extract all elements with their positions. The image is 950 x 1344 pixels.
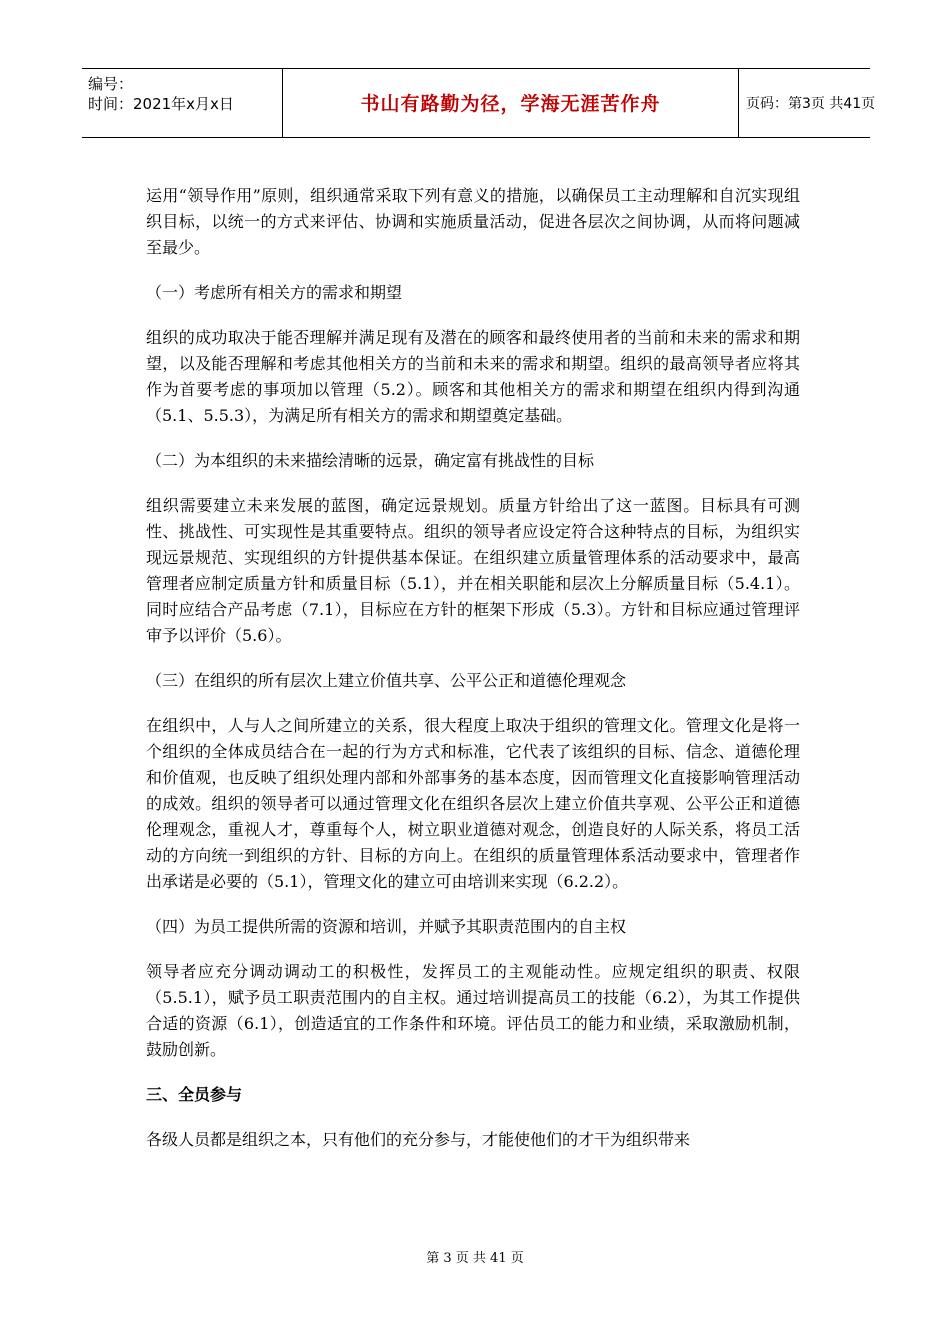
document-body (146, 183, 800, 1153)
subheading: （四）为员工提供所需的资源和培训，并赋予其职责范围内的自主权 (146, 917, 627, 936)
paragraph: 各级人员都是组织之本，只有他们的充分参与，才能使他们的才干为组织带来 (146, 1130, 691, 1149)
paragraph: 运用“领导作用”原则，组织通常采取下列有意义的措施，以确保员工主动理解和自沉实现组织目标，以统一的方式来评估、协调和实施质量活动，促进各层次之间协调，从而将问题减至最少。 (146, 186, 800, 257)
section-heading: 三、全员参与 (146, 1085, 243, 1104)
paragraph: 领导者应充分调动调动工的积极性，发挥员工的主观能动性。应规定组织的职责、权限（5.5.1），赋予员工职责范围内的自主权。通过培训提高员工的技能（6.2），为其工作提供合适的资源（6.1），创造适宜的工作条件和环境。评估员工的能力和业绩，采取激励机制，鼓励创新。 (146, 962, 800, 1059)
paragraph: 组织需要建立未来发展的蓝图，确定远景规划。质量方针给出了这一蓝图。目标具有可测性、挑战性、可实现性是其重要特点。组织的领导者应设定符合这种特点的目标，为组织实现远景规范、实现组织的方针提供基本保证。在组织建立质量管理体系的活动要求中，最高管理者应制定质量方针和质量目标（5.1），并在相关职能和层次上分解质量目标（5.4.1）。同时应结合产品考虑（7.1），目标应在方针的框架下形成（5.3）。方针和目标应通过管理评审予以评价（5.6）。 (146, 496, 800, 645)
header-motto-cell (282, 69, 739, 137)
page-number-label: 页码：第3页 共41页 (746, 96, 876, 112)
page-header (82, 68, 876, 138)
header-page-cell (738, 69, 876, 137)
header-meta-cell (82, 69, 282, 137)
subheading: （二）为本组织的未来描绘清晰的远景，确定富有挑战性的目标 (146, 451, 595, 470)
paragraph: 组织的成功取决于能否理解并满足现有及潜在的顾客和最终使用者的当前和未来的需求和期望，以及能否理解和考虑其他相关方的当前和未来的需求和期望。组织的最高领导者应将其作为首要考虑的事项加以管理（5.2）。顾客和其他相关方的需求和期望在组织内得到沟通（5.1、5.5.3），为满足所有相关方的需求和期望奠定基础。 (146, 328, 800, 425)
page-footer: 第 3 页 共 41 页 (426, 1251, 524, 1266)
motto-text: 书山有路勤为径，学海无涯苦作舟 (360, 93, 661, 115)
subheading: （一）考虑所有相关方的需求和期望 (146, 283, 403, 302)
subheading: （三）在组织的所有层次上建立价值共享、公平公正和道德伦理观念 (146, 671, 627, 690)
number-label: 编号： (88, 75, 134, 93)
time-label: 时间：2021年x月x日 (88, 95, 234, 113)
paragraph: 在组织中，人与人之间所建立的关系，很大程度上取决于组织的管理文化。管理文化是将一个组织的全体成员结合在一起的行为方式和标准，它代表了该组织的目标、信念、道德伦理和价值观，也反映了组织处理内部和外部事务的基本态度，因而管理文化直接影响管理活动的成效。组织的领导者可以通过管理文化在组织各层次上建立价值共享观、公平公正和道德伦理观念，重视人才，尊重每个人，树立职业道德对观念，创造良好的人际关系，将员工活动的方向统一到组织的方针、目标的方向上。在组织的质量管理体系活动要求中，管理者作出承诺是必要的（5.1），管理文化的建立可由培训来实现（6.2.2）。 (146, 716, 800, 891)
